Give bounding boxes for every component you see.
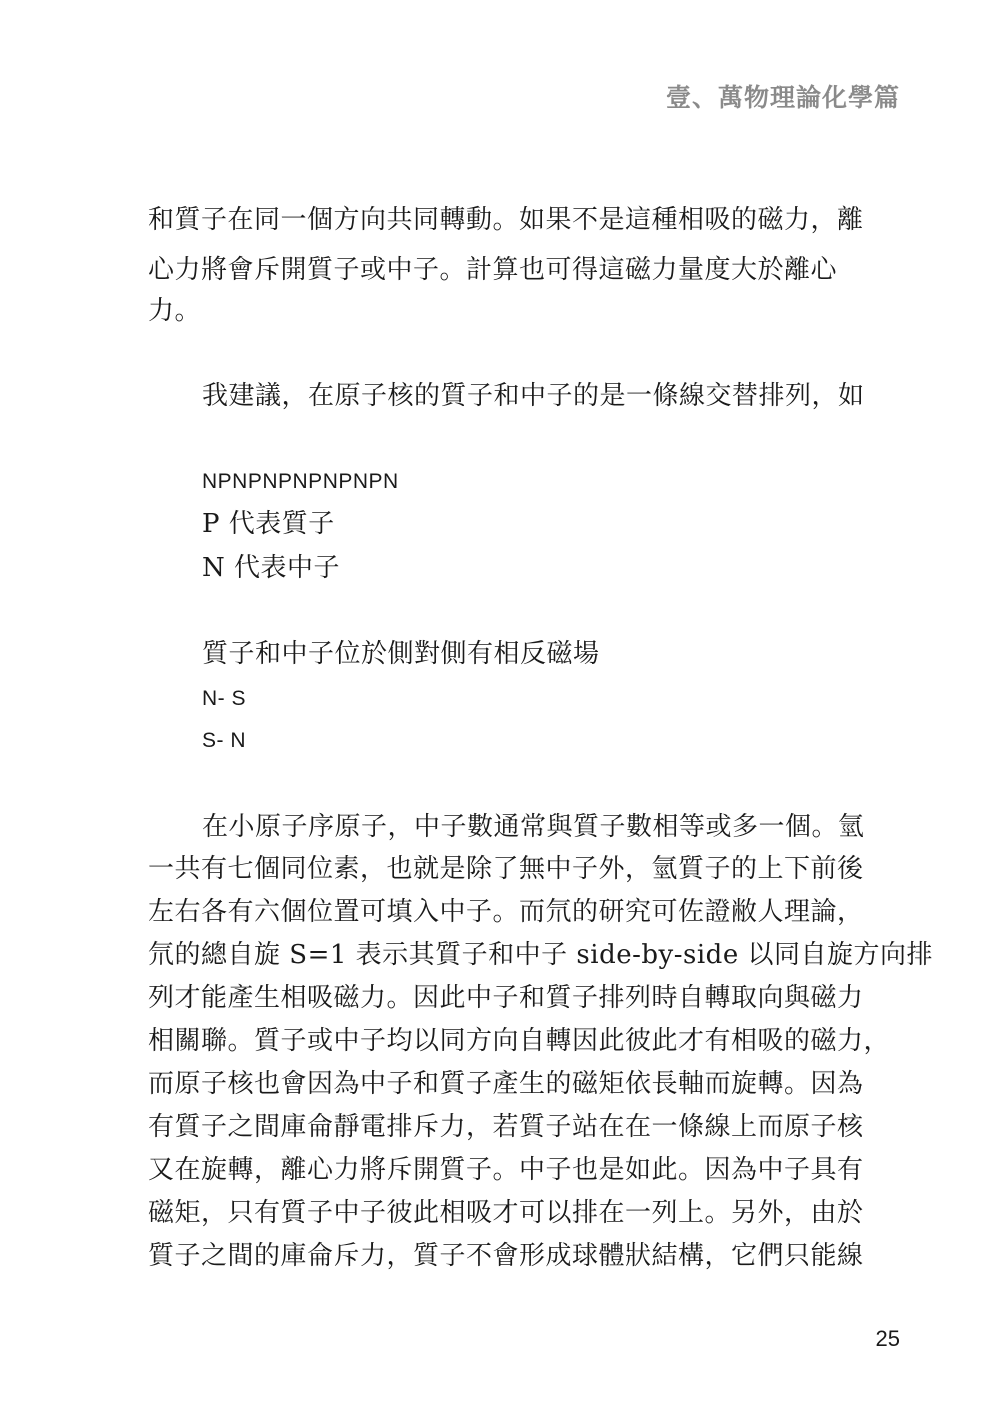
legend-n: N 代表中子 [202, 553, 341, 583]
paragraph-2: 我建議，在原子核的質子和中子的是一條線交替排列，如 [202, 381, 865, 411]
paragraph-4-line-7: 而原子核也會因為中子和質子產生的磁矩依長軸而旋轉。因為 [148, 1069, 864, 1099]
paragraph-4-line-9: 又在旋轉，離心力將斥開質子。中子也是如此。因為中子具有 [148, 1155, 864, 1185]
paragraph-4-line-11: 質子之間的庫侖斥力，質子不會形成球體狀結構，它們只能線 [148, 1241, 864, 1271]
paragraph-4-line-8: 有質子之間庫侖靜電排斥力，若質子站在在一條線上而原子核 [148, 1112, 864, 1142]
paragraph-1-line-3: 力。 [148, 296, 202, 326]
paragraph-4-line-3: 左右各有六個位置可填入中子。而氘的研究可佐證敝人理論， [148, 897, 864, 927]
paragraph-4-line-2: 一共有七個同位素，也就是除了無中子外，氫質子的上下前後 [148, 854, 864, 884]
page-number: 25 [875, 1326, 900, 1351]
paragraph-1-line-1: 和質子在同一個方向共同轉動。如果不是這種相吸的磁力，離 [148, 205, 864, 235]
paragraph-1-line-2: 心力將會斥開質子或中子。計算也可得這磁力量度大於離心 [148, 255, 838, 285]
sequence-text: NPNPNPNPNPNPN [202, 470, 399, 493]
paragraph-3: 質子和中子位於側對側有相反磁場 [202, 639, 600, 669]
pole-line-2: S- N [202, 729, 246, 752]
paragraph-4-line-6: 相關聯。質子或中子均以同方向自轉因此彼此才有相吸的磁力， [148, 1026, 891, 1056]
paragraph-4-line-4: 氘的總自旋 S=1 表示其質子和中子 side-by-side 以同自旋方向排 [148, 940, 933, 970]
paragraph-4-line-10: 磁矩，只有質子中子彼此相吸才可以排在一列上。另外，由於 [148, 1198, 864, 1228]
paragraph-4-line-1: 在小原子序原子，中子數通常與質子數相等或多一個。氫 [202, 812, 865, 842]
pole-line-1: N- S [202, 687, 246, 710]
legend-p: P 代表質子 [202, 509, 335, 539]
paragraph-4-line-5: 列才能產生相吸磁力。因此中子和質子排列時自轉取向與磁力 [148, 983, 864, 1013]
running-header: 壹、萬物理論化學篇 [665, 83, 900, 112]
